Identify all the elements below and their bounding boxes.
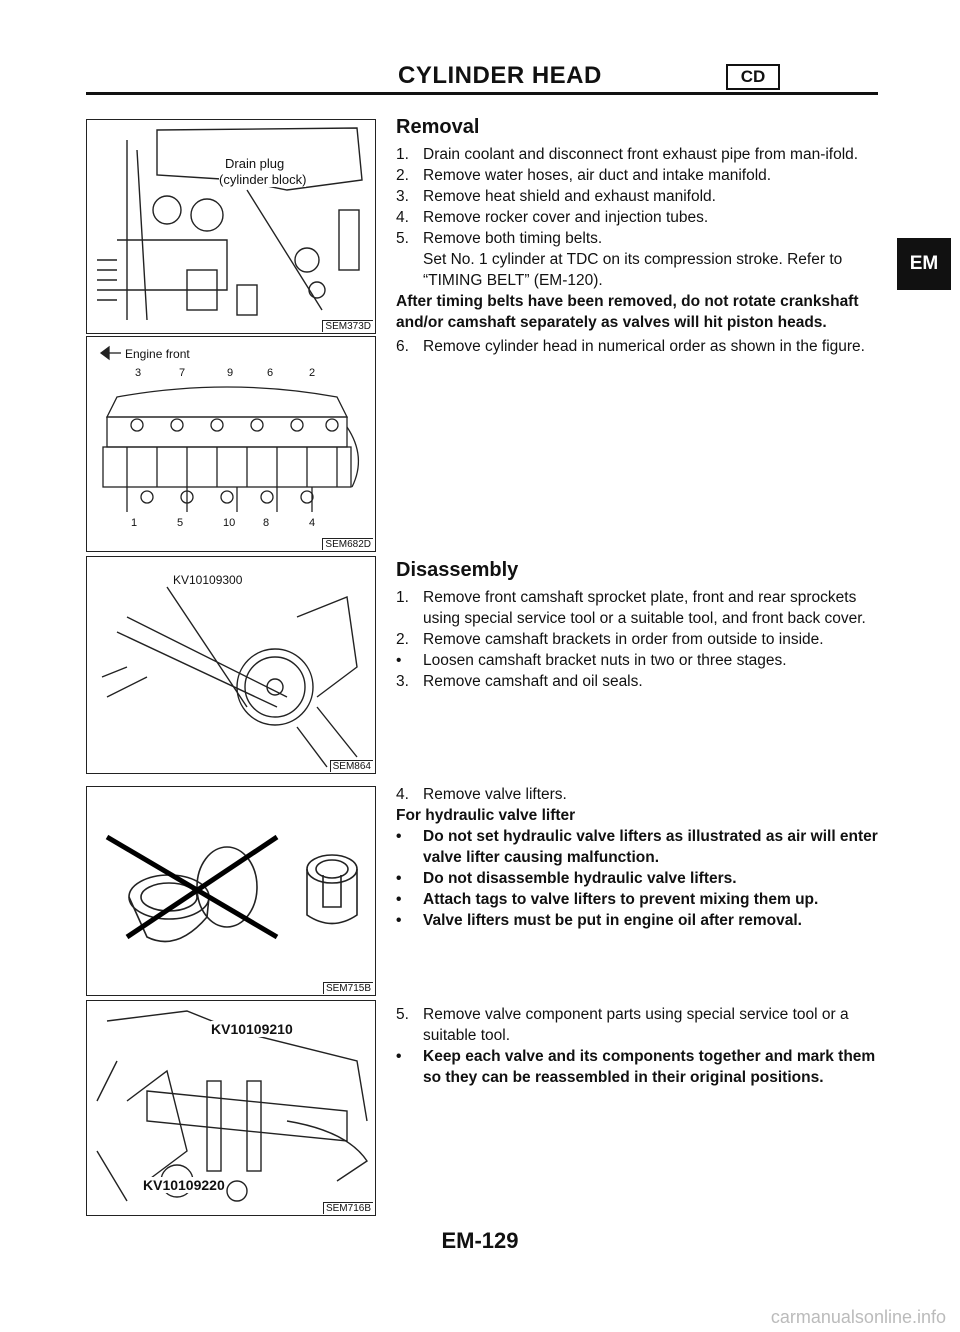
valve-components-section bbox=[396, 1004, 896, 1088]
disassembly-step: 3. Remove camshaft and oil seals. bbox=[396, 673, 643, 690]
figure-code: SEM716B bbox=[323, 1202, 373, 1214]
engine-drain-illustration bbox=[87, 120, 375, 333]
page-number: EM-129 bbox=[441, 1228, 519, 1253]
tool-kv10109210-label: KV10109210 bbox=[211, 1021, 293, 1037]
bolt-number-5: 5 bbox=[177, 517, 184, 529]
figure-valve-lifters bbox=[86, 786, 376, 996]
bolt-number-8: 8 bbox=[263, 517, 270, 529]
disassembly-title: Disassembly bbox=[396, 559, 519, 581]
figure-code: SEM682D bbox=[322, 538, 373, 550]
cylinder-block-label: (cylinder block) bbox=[219, 172, 307, 187]
removal-section bbox=[396, 117, 896, 357]
lifter-bullet: • Do not disassemble hydraulic valve lifters. bbox=[396, 870, 737, 887]
engine-front-label: Engine front bbox=[125, 347, 190, 361]
lifter-bullet: • Valve lifters must be put in engine oil after removal. bbox=[396, 912, 802, 929]
drain-plug-label: Drain plug bbox=[225, 156, 285, 171]
figure-valve-components bbox=[86, 1000, 376, 1216]
figure-drain-plug bbox=[86, 119, 376, 334]
removal-step5-note: Set No. 1 cylinder at TDC on its compression stroke. Refer to “TIMING BELT” (EM-120). bbox=[423, 251, 843, 289]
page-header bbox=[86, 60, 878, 95]
removal-step: 3. Remove heat shield and exhaust manifold. bbox=[396, 188, 716, 205]
bolt-number-4: 4 bbox=[309, 517, 316, 529]
disassembly-step: 5. Remove valve component parts using special service tool or a suitable tool. bbox=[396, 1006, 849, 1044]
bolt-number-1: 1 bbox=[131, 517, 138, 529]
bolt-number-6: 6 bbox=[267, 367, 274, 379]
watermark: carmanualsonline.info bbox=[770, 1307, 946, 1327]
figure-code: SEM715B bbox=[323, 982, 373, 994]
bolt-number-9: 9 bbox=[227, 367, 234, 379]
section-badge: CD bbox=[726, 64, 780, 90]
removal-step: 4. Remove rocker cover and injection tubes. bbox=[396, 209, 709, 226]
lifter-bullet: • Do not set hydraulic valve lifters as illustrated as air will enter valve lifter causing malfunction. bbox=[396, 828, 878, 866]
disassembly-step: 4. Remove valve lifters. bbox=[396, 786, 567, 803]
removal-step: 5. Remove both timing belts. bbox=[396, 230, 603, 247]
valve-lifter-illustration bbox=[87, 787, 375, 995]
disassembly-step: 1. Remove front camshaft sprocket plate, front and rear sprockets using special service tool or a suitable tool, and front back cover. bbox=[396, 589, 866, 627]
figure-head-bolt-order bbox=[86, 336, 376, 552]
removal-warning: After timing belts have been removed, do not rotate crankshaft and/or camshaft separately as valves will hit piston heads. bbox=[396, 293, 859, 331]
removal-step: 1. Drain coolant and disconnect front exhaust pipe from man-ifold. bbox=[396, 146, 859, 163]
removal-step: 6. Remove cylinder head in numerical order as shown in the figure. bbox=[396, 338, 865, 355]
tool-kv10109300-label: KV10109300 bbox=[173, 573, 243, 587]
section-tab: EM bbox=[897, 238, 951, 290]
components-bullet: • Keep each valve and its components together and mark them so they can be reassembled in their original positions. bbox=[396, 1048, 876, 1086]
bolt-number-3: 3 bbox=[135, 367, 142, 379]
figure-code: SEM373D bbox=[322, 320, 373, 332]
disassembly-bullet: • Loosen camshaft bracket nuts in two or three stages. bbox=[396, 652, 787, 669]
tool-kv10109220-label: KV10109220 bbox=[143, 1177, 225, 1193]
removal-title: Removal bbox=[396, 116, 480, 138]
lifter-heading: For hydraulic valve lifter bbox=[396, 807, 576, 824]
disassembly-section bbox=[396, 560, 896, 692]
valve-lifter-section bbox=[396, 784, 896, 931]
page-title: CYLINDER HEAD bbox=[398, 62, 602, 89]
figure-code: SEM864 bbox=[330, 760, 373, 772]
sprocket-tool-illustration bbox=[87, 557, 375, 773]
figure-sprocket-removal bbox=[86, 556, 376, 774]
bolt-number-10: 10 bbox=[223, 517, 236, 529]
disassembly-step: 2. Remove camshaft brackets in order from outside to inside. bbox=[396, 631, 824, 648]
bolt-number-2: 2 bbox=[309, 367, 316, 379]
bolt-number-7: 7 bbox=[179, 367, 186, 379]
removal-step: 2. Remove water hoses, air duct and intake manifold. bbox=[396, 167, 772, 184]
lifter-bullet: • Attach tags to valve lifters to prevent mixing them up. bbox=[396, 891, 819, 908]
